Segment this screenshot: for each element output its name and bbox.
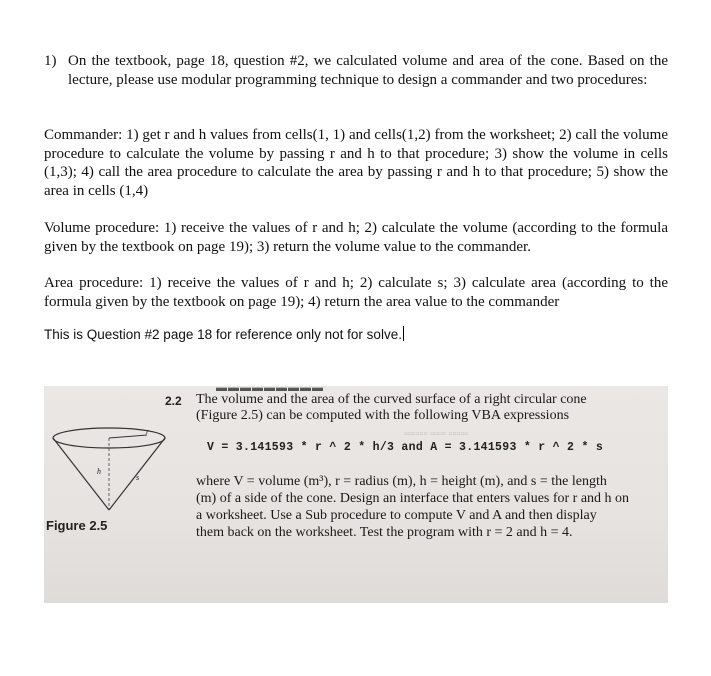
textbook-line-1: The volume and the area of the curved surface of a right circular cone [196,392,587,407]
label-h: h [97,467,101,476]
figure-caption: Figure 2.5 [46,518,108,533]
text-cursor [403,326,404,341]
cone-figure [52,422,192,514]
textbook-line-2: (Figure 2.5) can be computed with the following VBA expressions [196,408,570,423]
textbook-line-6: them back on the worksheet. Test the program with r = 2 and h = 4. [196,525,573,540]
textbook-line-3: where V = volume (m³), r = radius (m), h = height (m), and s = the length [196,474,607,489]
reference-note[interactable] [44,326,404,342]
reference-note-text: This is Question #2 page 18 for reference only not for solve. [44,327,402,342]
textbook-line-4: (m) of a side of the cone. Design an interface that enters values for r and h on [196,491,630,506]
textbook-photo [44,386,668,603]
label-r: r [146,427,150,436]
question-number: 1) [44,53,57,69]
volume-procedure-paragraph: Volume procedure: 1) receive the values of r and h; 2) calculate the volume (according to the formula given by the textbook on page 19); 3) return the volume value to the commander. [44,220,668,255]
question-text: On the textbook, page 18, question #2, we calculated volume and area of the cone. Based on the lecture, please use modular programming technique to design a commander and two procedures: [68,53,668,88]
area-procedure-paragraph: Area procedure: 1) receive the values of r and h; 2) calculate s; 3) calculate area (according to the formula given by the textbook on page 19); 4) return the area value to the commander [44,275,668,310]
section-number: 2.2 [165,394,182,408]
textbook-line-5: a worksheet. Use a Sub procedure to compute V and A and then display [196,508,597,523]
cone-radius-line [109,435,147,438]
bleed-through-text: ▫▫▫▫▫▫ ▫▫▫▫ ▫▫▫▫▫ [404,428,468,440]
commander-paragraph: Commander: 1) get r and h values from cells(1, 1) and cells(1,2) from the worksheet; 2) call the volume procedure to calculate the volume by passing r and h to that procedure; 3) show the volume in cells (1,3); 4) call the area procedure to calculate the area by passing r and h to that procedure; 5) show the area in cells (1,4) [44,127,668,199]
question-1 [44,52,668,89]
vba-expression: V = 3.141593 * r ^ 2 * h/3 and A = 3.141593 * r ^ 2 * s [207,441,604,454]
label-s: s [136,473,140,482]
cropped-text-fragment: ▬▬▬▬▬▬▬▬▬ [216,386,324,394]
